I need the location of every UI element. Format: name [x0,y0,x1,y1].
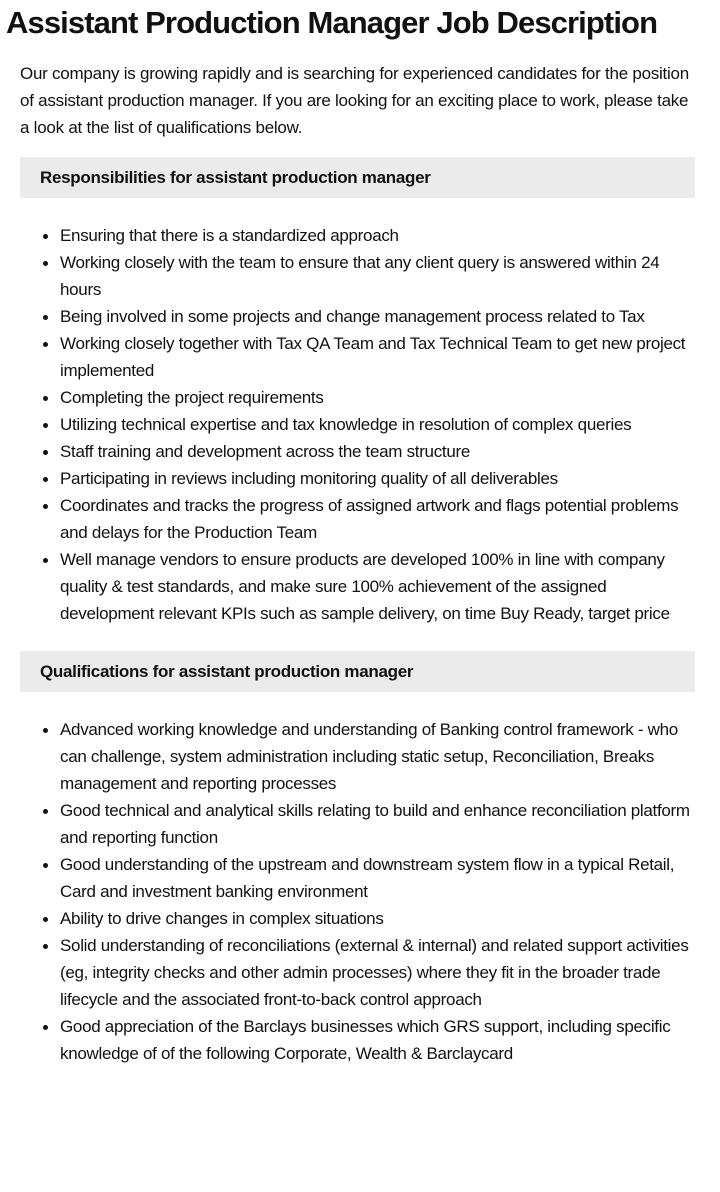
job-description-content [20,60,695,1067]
qualifications-heading: Qualifications for assistant production manager [20,651,695,692]
list-item: Good appreciation of the Barclays businesses which GRS support, including specific knowledge of of the following Corporate, Wealth & Barclaycard [60,1013,695,1067]
list-item: Working closely with the team to ensure that any client query is answered within 24 hours [60,249,695,303]
list-item: Participating in reviews including monitoring quality of all deliverables [60,465,695,492]
list-item: Ability to drive changes in complex situations [60,905,695,932]
list-item: Working closely together with Tax QA Team and Tax Technical Team to get new project implemented [60,330,695,384]
list-item: Staff training and development across the team structure [60,438,695,465]
list-item: Good technical and analytical skills relating to build and enhance reconciliation platform and reporting function [60,797,695,851]
list-item: Utilizing technical expertise and tax knowledge in resolution of complex queries [60,411,695,438]
list-item: Good understanding of the upstream and downstream system flow in a typical Retail, Card and investment banking environment [60,851,695,905]
list-item: Solid understanding of reconciliations (external & internal) and related support activities (eg, integrity checks and other admin processes) where they fit in the broader trade lifecycle and the associated front-to-back control approach [60,932,695,1013]
list-item: Ensuring that there is a standardized approach [60,222,695,249]
intro-paragraph: Our company is growing rapidly and is searching for experienced candidates for the position of assistant production manager. If you are looking for an exciting place to work, please take a look at the list of qualifications below. [20,64,689,137]
list-item: Advanced working knowledge and understanding of Banking control framework - who can challenge, system administration including static setup, Reconciliation, Breaks management and reporting processes [60,716,695,797]
list-item: Being involved in some projects and change management process related to Tax [60,303,695,330]
page-title: Assistant Production Manager Job Description [6,5,658,40]
list-item: Well manage vendors to ensure products are developed 100% in line with company quality & test standards, and make sure 100% achievement of the assigned development relevant KPIs such as sample delivery, on time Buy Ready, target price [60,546,695,627]
responsibilities-heading: Responsibilities for assistant production manager [20,157,695,198]
list-item: Completing the project requirements [60,384,695,411]
responsibilities-list [20,222,695,627]
qualifications-list [20,716,695,1067]
list-item: Coordinates and tracks the progress of assigned artwork and flags potential problems and delays for the Production Team [60,492,695,546]
